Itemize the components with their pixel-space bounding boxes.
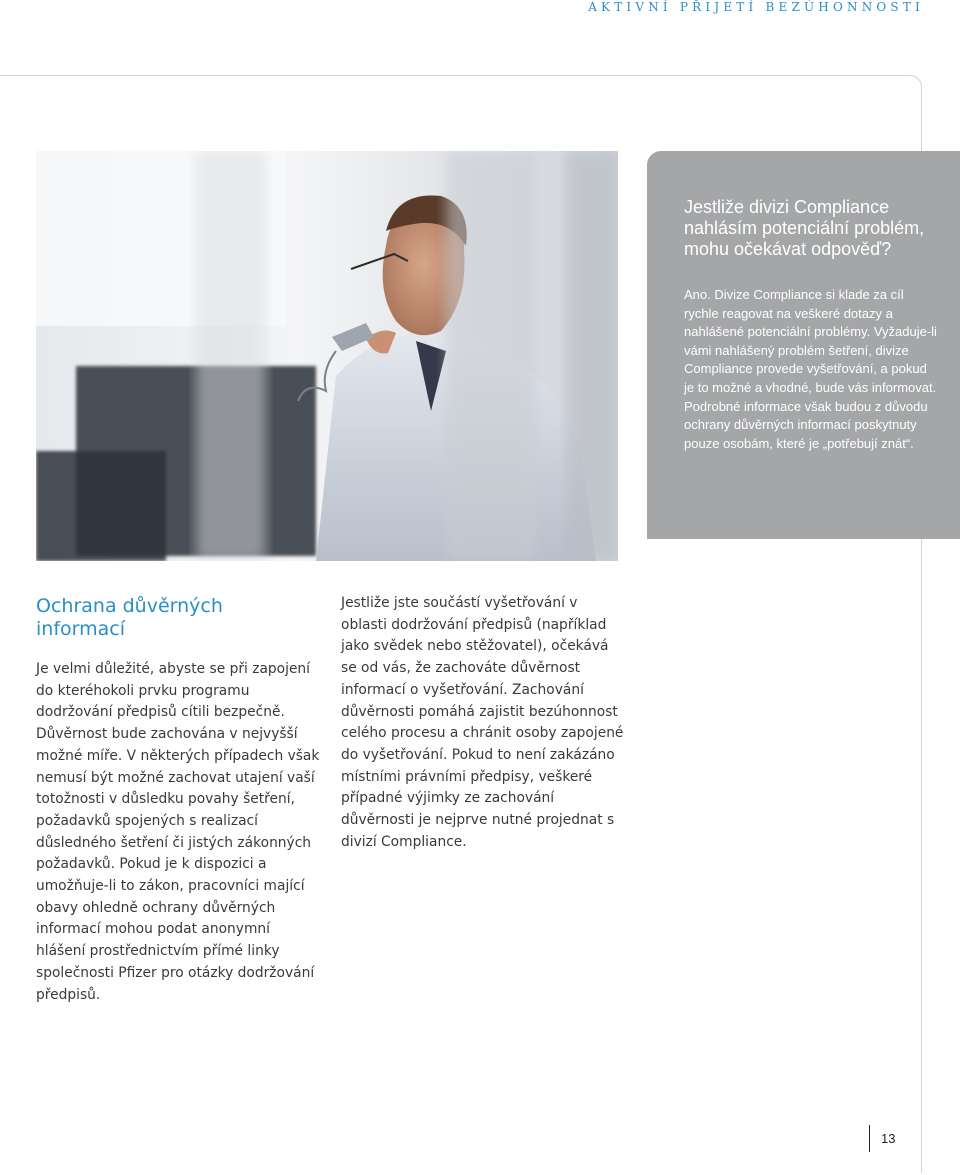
body-text-right-column: Jestliže jste součástí vyšetřování v oblasti dodržování předpisů (například jako svědek nebo stěžovatel), očekává se od vás, že zachováte důvěrnost informací o vyšetřování. Zachování důvěrnosti pomáhá zajistit bezúhonnost celého procesu a chránit osoby zapojené do vyšetřování. Pokud to není zakázáno místními právními předpisy, veškeré případné výjimky ze zachování důvěrnosti je nejprve nutné projednat s divizí Compliance. xyxy=(341,595,624,850)
section-title: Ochrana důvěrných informací xyxy=(36,595,223,640)
callout-question: Jestliže divizi Compliance nahlásím potenciální problém, mohu očekávat odpověď? xyxy=(684,197,925,259)
man-on-phone-image xyxy=(36,151,618,561)
body-text-left-column: Je velmi důležité, abyste se při zapojení do kteréhokoli prvku programu dodržování předpisů cítili bezpečně. Důvěrnost bude zachována v nejvyšší možné míře. V některých případech však nemusí být možné zachovat utajení vaší totožnosti v důsledku povahy šetření, požadavků spojených s realizací důsledného šetření či jistých zákonných požadavků. Pokud je k dispozici a umožňuje-li to zákon, pracovníci mající obavy ohledně ochrany důvěrných informací mohou podat anonymní hlášení prostřednictvím přímé linky společnosti Pfizer pro otázky dodržování předpisů. xyxy=(36,661,320,1003)
callout-answer: Ano. Divize Compliance si klade za cíl rychle reagovat na veškeré dotazy a nahlášené potenciální problémy. Vyžaduje-li vámi nahlášený problém šetření, divize Compliance provede vyšetřování, a pokud je to možné a vhodné, bude vás informovat. Podrobné informace však budou z důvodu ochrany důvěrných informací poskytnuty pouze osobám, které je „potřebují znát“. xyxy=(684,287,937,451)
running-header: AKTIVNÍ PŘIJETÍ BEZÚHONNOSTI xyxy=(588,0,924,14)
page-number-rule xyxy=(869,1125,870,1152)
faq-callout-box xyxy=(647,151,960,539)
page-number: 13 xyxy=(881,1131,896,1146)
office-photo xyxy=(36,151,618,561)
